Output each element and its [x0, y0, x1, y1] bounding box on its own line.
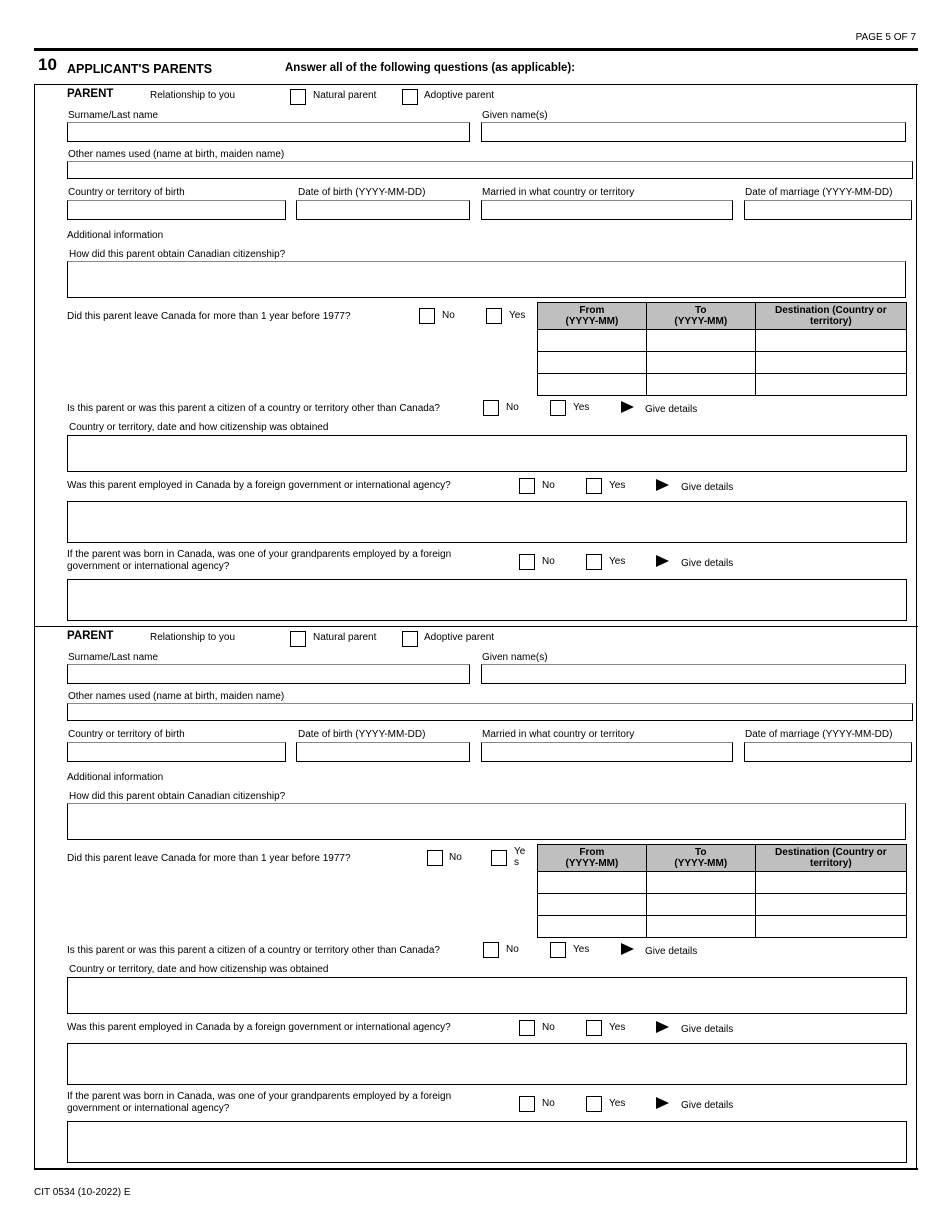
- section-number: 10: [38, 55, 57, 74]
- other-citizenship-yes-checkbox[interactable]: [550, 942, 566, 958]
- other-names-input[interactable]: [67, 161, 913, 179]
- citizenship-method-input[interactable]: [67, 803, 906, 840]
- left-canada-question: Did this parent leave Canada for more than 1 year before 1977?: [67, 311, 351, 322]
- left-canada-no-checkbox[interactable]: [427, 850, 443, 866]
- employed-no-checkbox[interactable]: [519, 478, 535, 494]
- citizenship-question: How did this parent obtain Canadian citizenship?: [69, 249, 286, 260]
- table-row: [538, 916, 907, 938]
- top-rule: [34, 48, 918, 51]
- arrow-right-icon: [656, 1021, 669, 1033]
- surname-input[interactable]: [67, 664, 470, 684]
- citizenship-details-input[interactable]: [67, 435, 907, 472]
- employed-no-label: No: [542, 1022, 555, 1033]
- given-names-input[interactable]: [481, 664, 906, 684]
- grandparents-no-label: No: [542, 1098, 555, 1109]
- from-cell[interactable]: [538, 916, 647, 938]
- give-details-label: Give details: [645, 404, 698, 415]
- arrow-right-icon: [656, 1097, 669, 1109]
- grandparents-yes-checkbox[interactable]: [586, 554, 602, 570]
- to-cell[interactable]: [646, 374, 755, 396]
- table-row: [538, 374, 907, 396]
- other-citizenship-no-label: No: [506, 944, 519, 955]
- natural-parent-label: Natural parent: [313, 632, 377, 643]
- other-citizenship-no-label: No: [506, 402, 519, 413]
- left-canada-no-label: No: [442, 310, 455, 321]
- page-number: PAGE 5 OF 7: [855, 32, 916, 43]
- absence-table: [537, 844, 907, 938]
- married-in-label: Married in what country or territory: [482, 729, 635, 740]
- relationship-label: Relationship to you: [150, 90, 236, 101]
- to-cell[interactable]: [646, 352, 755, 374]
- surname-label: Surname/Last name: [68, 652, 159, 663]
- destination-cell[interactable]: [755, 330, 906, 352]
- absence-table: [537, 302, 907, 396]
- other-citizenship-no-checkbox[interactable]: [483, 942, 499, 958]
- employed-question: Was this parent employed in Canada by a foreign government or international agency?: [67, 1022, 451, 1033]
- destination-column-header: Destination (Country or territory): [755, 303, 906, 330]
- parent-separator: [34, 626, 918, 627]
- other-citizenship-question: Is this parent or was this parent a citizen of a country or territory other than Canada?: [67, 945, 440, 956]
- give-details-label: Give details: [681, 558, 734, 569]
- grandparents-no-checkbox[interactable]: [519, 1096, 535, 1112]
- date-of-birth-input[interactable]: [296, 200, 470, 220]
- surname-input[interactable]: [67, 122, 470, 142]
- destination-column-header: Destination (Country or territory): [755, 845, 906, 872]
- bottom-rule: [34, 1168, 918, 1170]
- other-citizenship-yes-checkbox[interactable]: [550, 400, 566, 416]
- married-in-input[interactable]: [481, 200, 733, 220]
- date-of-marriage-label: Date of marriage (YYYY-MM-DD): [745, 729, 893, 740]
- given-names-input[interactable]: [481, 122, 906, 142]
- date-of-birth-input[interactable]: [296, 742, 470, 762]
- date-of-birth-label: Date of birth (YYYY-MM-DD): [298, 729, 426, 740]
- from-cell[interactable]: [538, 872, 647, 894]
- relationship-label: Relationship to you: [150, 632, 236, 643]
- grandparents-no-label: No: [542, 556, 555, 567]
- grandparents-no-checkbox[interactable]: [519, 554, 535, 570]
- to-column-header: To (YYYY-MM): [646, 303, 755, 330]
- destination-cell[interactable]: [755, 894, 906, 916]
- to-cell[interactable]: [646, 872, 755, 894]
- parent-heading: PARENT: [67, 88, 114, 100]
- parent-block-1: [34, 85, 917, 628]
- given-names-label: Given name(s): [482, 652, 548, 663]
- left-canada-yes-label: Yes: [509, 310, 526, 321]
- citizenship-question: How did this parent obtain Canadian citizenship?: [69, 791, 286, 802]
- to-cell[interactable]: [646, 330, 755, 352]
- destination-cell[interactable]: [755, 374, 906, 396]
- natural-parent-label: Natural parent: [313, 90, 377, 101]
- grandparents-details-input[interactable]: [67, 579, 907, 621]
- from-cell[interactable]: [538, 330, 647, 352]
- country-of-birth-input[interactable]: [67, 200, 286, 220]
- from-cell[interactable]: [538, 374, 647, 396]
- employed-yes-checkbox[interactable]: [586, 478, 602, 494]
- employed-question: Was this parent employed in Canada by a foreign government or international agency?: [67, 480, 451, 491]
- other-citizenship-yes-label: Yes: [573, 402, 590, 413]
- citizenship-details-label: Country or territory, date and how citizenship was obtained: [69, 964, 329, 975]
- table-row: [538, 894, 907, 916]
- country-of-birth-input[interactable]: [67, 742, 286, 762]
- natural-parent-checkbox[interactable]: [290, 631, 306, 647]
- employed-yes-label: Yes: [609, 480, 626, 491]
- parent-heading: PARENT: [67, 630, 114, 642]
- country-of-birth-label: Country or territory of birth: [68, 729, 185, 740]
- employed-details-input[interactable]: [67, 501, 907, 543]
- additional-info-label: Additional information: [67, 230, 164, 241]
- country-of-birth-label: Country or territory of birth: [68, 187, 185, 198]
- other-citizenship-no-checkbox[interactable]: [483, 400, 499, 416]
- employed-yes-checkbox[interactable]: [586, 1020, 602, 1036]
- grandparents-yes-label: Yes: [609, 556, 626, 567]
- left-canada-yes-checkbox[interactable]: [491, 850, 507, 866]
- natural-parent-checkbox[interactable]: [290, 89, 306, 105]
- date-of-marriage-label: Date of marriage (YYYY-MM-DD): [745, 187, 893, 198]
- adoptive-parent-label: Adoptive parent: [424, 90, 495, 101]
- arrow-right-icon: [656, 555, 669, 567]
- table-row: [538, 872, 907, 894]
- date-of-birth-label: Date of birth (YYYY-MM-DD): [298, 187, 426, 198]
- from-column-header: From (YYYY-MM): [538, 303, 647, 330]
- to-cell[interactable]: [646, 894, 755, 916]
- destination-cell[interactable]: [755, 872, 906, 894]
- grandparents-question: If the parent was born in Canada, was one of your grandparents employed by a foreign government or international agency?: [67, 1091, 452, 1114]
- give-details-label: Give details: [681, 1024, 734, 1035]
- destination-cell[interactable]: [755, 352, 906, 374]
- date-of-marriage-input[interactable]: [744, 200, 912, 220]
- left-canada-question: Did this parent leave Canada for more than 1 year before 1977?: [67, 853, 351, 864]
- give-details-label: Give details: [645, 946, 698, 957]
- table-row: [538, 352, 907, 374]
- to-column-header: To (YYYY-MM): [646, 845, 755, 872]
- date-of-marriage-input[interactable]: [744, 742, 912, 762]
- adoptive-parent-checkbox[interactable]: [402, 89, 418, 105]
- surname-label: Surname/Last name: [68, 110, 159, 121]
- employed-yes-label: Yes: [609, 1022, 626, 1033]
- citizenship-method-input[interactable]: [67, 261, 906, 298]
- other-names-label: Other names used (name at birth, maiden name): [68, 149, 285, 160]
- section-title: APPLICANT'S PARENTS: [67, 62, 213, 76]
- other-citizenship-question: Is this parent or was this parent a citizen of a country or territory other than Canada?: [67, 403, 440, 414]
- other-names-label: Other names used (name at birth, maiden name): [68, 691, 285, 702]
- left-canada-no-label: No: [449, 852, 462, 863]
- married-in-label: Married in what country or territory: [482, 187, 635, 198]
- from-cell[interactable]: [538, 894, 647, 916]
- given-names-label: Given name(s): [482, 110, 548, 121]
- other-citizenship-yes-label: Yes: [573, 944, 590, 955]
- other-names-input[interactable]: [67, 703, 913, 721]
- additional-info-label: Additional information: [67, 772, 164, 783]
- left-canada-yes-checkbox[interactable]: [486, 308, 502, 324]
- employed-no-checkbox[interactable]: [519, 1020, 535, 1036]
- to-cell[interactable]: [646, 916, 755, 938]
- grandparents-yes-checkbox[interactable]: [586, 1096, 602, 1112]
- table-row: [538, 330, 907, 352]
- parent-block-2: [34, 627, 917, 1170]
- adoptive-parent-checkbox[interactable]: [402, 631, 418, 647]
- destination-cell[interactable]: [755, 916, 906, 938]
- arrow-right-icon: [621, 943, 634, 955]
- employed-details-input[interactable]: [67, 1043, 907, 1085]
- left-canada-no-checkbox[interactable]: [419, 308, 435, 324]
- section-instructions: Answer all of the following questions (as applicable):: [285, 62, 576, 74]
- grandparents-yes-label: Yes: [609, 1098, 626, 1109]
- form-code: CIT 0534 (10-2022) E: [34, 1187, 131, 1198]
- grandparents-question: If the parent was born in Canada, was one of your grandparents employed by a foreign government or international agency?: [67, 549, 452, 572]
- arrow-right-icon: [656, 479, 669, 491]
- left-canada-yes-label: Ye s: [514, 846, 526, 868]
- from-cell[interactable]: [538, 352, 647, 374]
- from-column-header: From (YYYY-MM): [538, 845, 647, 872]
- give-details-label: Give details: [681, 482, 734, 493]
- married-in-input[interactable]: [481, 742, 733, 762]
- give-details-label: Give details: [681, 1100, 734, 1111]
- employed-no-label: No: [542, 480, 555, 491]
- arrow-right-icon: [621, 401, 634, 413]
- citizenship-details-input[interactable]: [67, 977, 907, 1014]
- citizenship-details-label: Country or territory, date and how citizenship was obtained: [69, 422, 329, 433]
- adoptive-parent-label: Adoptive parent: [424, 632, 495, 643]
- grandparents-details-input[interactable]: [67, 1121, 907, 1163]
